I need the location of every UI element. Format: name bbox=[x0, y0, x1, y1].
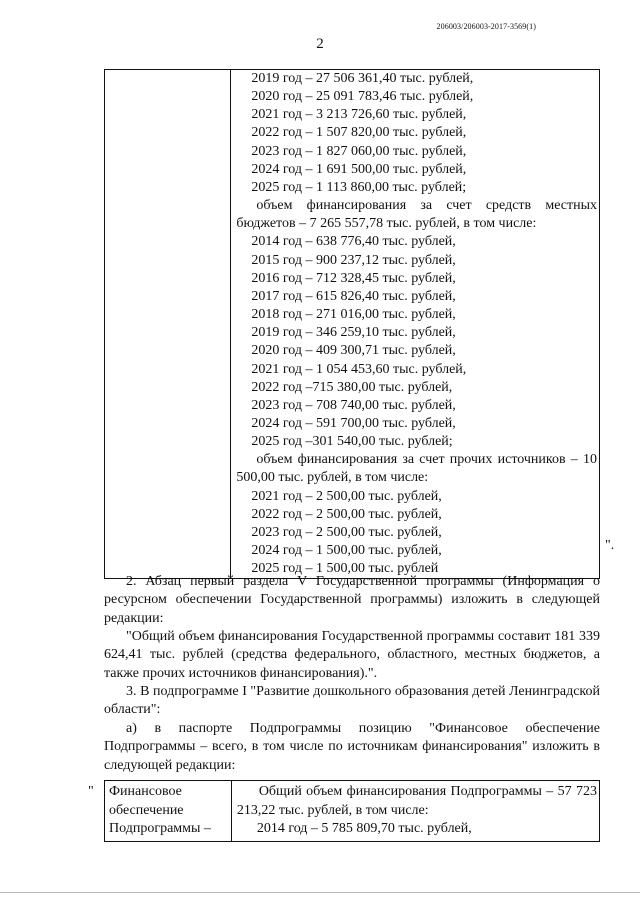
financing-line: 2022 год – 2 500,00 тыс. рублей, bbox=[251, 506, 442, 522]
financing-line: 2024 год – 1 691 500,00 тыс. рублей, bbox=[251, 161, 467, 177]
financing-line: 2020 год – 409 300,71 тыс. рублей, bbox=[251, 343, 456, 359]
document-code: 206003/206003-2017-3569(1) bbox=[436, 22, 536, 31]
financing-line: 2021 год – 2 500,00 тыс. рублей, bbox=[251, 488, 442, 504]
financing-line: 2022 год –715 380,00 тыс. рублей, bbox=[251, 379, 453, 395]
page-number: 2 bbox=[316, 36, 324, 52]
financing-line: 2023 год – 2 500,00 тыс. рублей, bbox=[251, 524, 442, 540]
financing-line: объем финансирования за счет прочих источников – 10 500,00 тыс. рублей, в том числе: bbox=[236, 452, 597, 486]
subprogram-financing-table bbox=[104, 780, 600, 842]
table2-left-cell bbox=[105, 781, 232, 842]
financing-line: 2018 год – 271 016,00 тыс. рублей, bbox=[251, 307, 456, 323]
financing-line: 2015 год – 900 237,12 тыс. рублей, bbox=[251, 252, 456, 268]
paragraph-item-2-quote: "Общий объем финансирования Государственной программы составит 181 339 624,41 тыс. рублей (средства федерального, областного, местных бюджетов, а также прочих источников финансирования).". bbox=[104, 629, 600, 681]
financing-line: 2025 год – 1 500,00 тыс. рублей bbox=[251, 561, 439, 577]
financing-line: 2022 год – 1 507 820,00 тыс. рублей, bbox=[251, 125, 467, 141]
financing-line: 2024 год – 591 700,00 тыс. рублей, bbox=[251, 415, 456, 431]
financing-line: 2021 год – 1 054 453,60 тыс. рублей, bbox=[251, 361, 467, 377]
position-label-line-3: Подпрограммы – bbox=[109, 821, 211, 836]
financing-line: 2019 год – 346 259,10 тыс. рублей, bbox=[251, 325, 456, 341]
financing-line: 2020 год – 25 091 783,46 тыс. рублей, bbox=[251, 89, 474, 105]
closing-quote-mark: ". bbox=[605, 538, 615, 553]
position-label-line-2: обеспечение bbox=[109, 802, 184, 818]
table-left-cell bbox=[105, 70, 231, 579]
page-bottom-edge bbox=[0, 892, 640, 893]
position-label-line-1: Финансовое bbox=[109, 784, 182, 799]
paragraph-item-2: 2. Абзац первый раздела V Государственной программы (Информация о ресурсном обеспечении Государственной программы) изложить в следующей редакции: bbox=[104, 574, 600, 626]
financing-line: 2024 год – 1 500,00 тыс. рублей, bbox=[251, 543, 442, 559]
financing-line: 2014 год – 638 776,40 тыс. рублей, bbox=[251, 234, 456, 250]
financing-table-continued bbox=[104, 69, 600, 579]
financing-line: 2025 год – 1 113 860,00 тыс. рублей; bbox=[251, 179, 467, 195]
financing-line: 2019 год – 27 506 361,40 тыс. рублей, bbox=[251, 71, 474, 86]
financing-lines bbox=[231, 70, 599, 578]
financing-line: 2021 год – 3 213 726,60 тыс. рублей, bbox=[251, 107, 467, 123]
financing-line: 2017 год – 615 826,40 тыс. рублей, bbox=[251, 288, 456, 304]
subprogram-year-line: 2014 год – 5 785 809,70 тыс. рублей, bbox=[256, 821, 472, 836]
financing-line: объем финансирования за счет средств местных бюджетов – 7 265 557,78 тыс. рублей, в том числе: bbox=[236, 198, 597, 232]
financing-line: 2023 год – 708 740,00 тыс. рублей, bbox=[251, 397, 456, 413]
opening-quote-mark: " bbox=[88, 784, 94, 799]
paragraph-item-3: 3. В подпрограмме I "Развитие дошкольного образования детей Ленинградской области": bbox=[104, 684, 600, 718]
financing-line: 2025 год –301 540,00 тыс. рублей; bbox=[251, 434, 453, 450]
financing-line: 2023 год – 1 827 060,00 тыс. рублей, bbox=[251, 143, 467, 159]
table-right-cell bbox=[231, 70, 600, 579]
table2-right-cell bbox=[231, 781, 599, 842]
subprogram-total: Общий объем финансирования Подпрограммы – 57 723 213,22 тыс. рублей, в том числе: bbox=[236, 784, 597, 818]
paragraph-item-3a: а) в паспорте Подпрограммы позицию "Финансовое обеспечение Подпрограммы – всего, в том числе по источникам финансирования" изложить в следующей редакции: bbox=[104, 721, 600, 773]
financing-line: 2016 год – 712 328,45 тыс. рублей, bbox=[251, 270, 456, 286]
